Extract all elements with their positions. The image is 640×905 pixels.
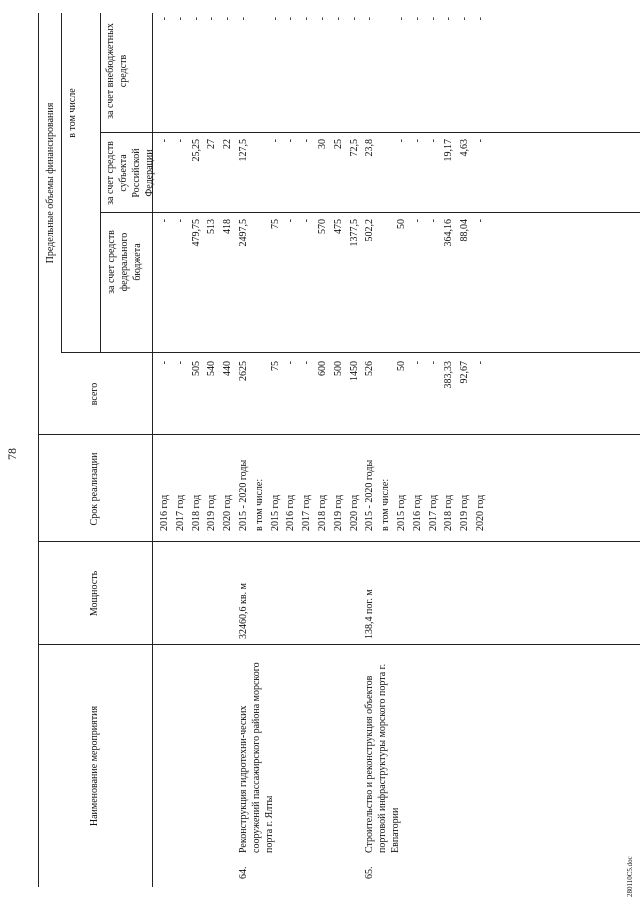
cell-total: - [285, 361, 297, 365]
cell-total: 2625 [238, 361, 249, 381]
incl-divider [100, 13, 101, 353]
cell-total: - [174, 361, 186, 365]
cell-federal: - [174, 219, 186, 223]
cell-extra: - [222, 17, 234, 21]
cell-federal: 88,04 [459, 219, 471, 242]
cell-total: 75 [269, 361, 281, 371]
col-line-capacity-period [38, 541, 640, 542]
cell-period: 2017 год [427, 494, 439, 531]
cell-federal: - [159, 219, 170, 223]
cell-num: 64. [238, 866, 249, 879]
cell-total: 440 [222, 361, 234, 376]
cell-regional: 27 [206, 139, 218, 149]
cell-period: 2018 год [443, 494, 455, 531]
cell-federal: 502,2 [364, 219, 376, 242]
cell-period: 2018 год [317, 494, 328, 531]
doc-code: 280110C5.doc [626, 856, 634, 897]
cell-extra: - [348, 17, 360, 21]
cell-extra: - [475, 17, 486, 21]
cell-federal: 479,75 [190, 219, 202, 247]
cell-total: 1450 [348, 361, 360, 381]
cell-period: в том числе: [253, 478, 265, 531]
cell-regional: 30 [317, 139, 328, 149]
cell-extra: - [238, 17, 249, 21]
cell-total: 526 [364, 361, 376, 376]
cell-regional: 25 [332, 139, 344, 149]
page-number: 78 [5, 448, 19, 460]
cell-extra: - [443, 17, 455, 21]
cell-period: 2017 год [301, 494, 313, 531]
header-regional: за счет средств субъекта Российской Федерации [105, 141, 155, 205]
cell-regional: - [427, 139, 439, 143]
cell-regional: - [174, 139, 186, 143]
header-finance-group: Предельные объемы финансирования [45, 102, 56, 264]
cell-federal: 570 [317, 219, 328, 234]
cell-period: 2015 - 2020 годы [364, 459, 376, 531]
cell-federal: 364,16 [443, 219, 455, 247]
cell-regional: 25,25 [190, 139, 202, 162]
cell-regional: - [301, 139, 313, 143]
cell-regional: - [396, 139, 407, 143]
cell-regional: - [285, 139, 297, 143]
cell-extra: - [459, 17, 471, 21]
cell-period: 2016 год [159, 494, 170, 531]
finance-group-divider [61, 13, 62, 353]
cell-capacity: 138,4 пог. м [364, 589, 376, 639]
cell-extra: - [174, 17, 186, 21]
col-line-period-total [38, 434, 640, 435]
cell-extra: - [364, 17, 376, 21]
cell-regional: 127,5 [238, 139, 249, 162]
cell-total: 383,33 [443, 361, 455, 389]
cell-total: 600 [317, 361, 328, 376]
cell-federal: 1377,5 [348, 219, 360, 247]
cell-federal: - [411, 219, 423, 223]
table-top-border [38, 13, 39, 887]
header-extra: за счет внебюджетных средств [105, 23, 129, 119]
col-line-name-capacity [38, 644, 640, 645]
cell-federal: - [427, 219, 439, 223]
cell-period: 2020 год [475, 494, 486, 531]
cell-regional: - [269, 139, 281, 143]
col-line-regional-extra [100, 132, 640, 133]
cell-period: 2015 - 2020 годы [238, 459, 249, 531]
cell-total: 500 [332, 361, 344, 376]
cell-extra: - [206, 17, 218, 21]
cell-total: - [159, 361, 170, 365]
cell-period: 2019 год [206, 494, 218, 531]
cell-period: в том числе: [380, 478, 392, 531]
cell-name: Реконструкция гидротехни-ческих сооружений пассажирского района морского порта г. Ялты [238, 662, 275, 853]
col-line-total-federal [61, 352, 640, 353]
cell-period: 2017 год [174, 494, 186, 531]
cell-period: 2019 год [332, 494, 344, 531]
cell-regional: - [159, 139, 170, 143]
cell-num: 65. [364, 866, 376, 879]
cell-period: 2015 год [396, 494, 407, 531]
cell-period: 2018 год [190, 494, 202, 531]
cell-extra: - [190, 17, 202, 21]
cell-federal: - [475, 219, 486, 223]
cell-federal: 75 [269, 219, 281, 229]
cell-federal: 475 [332, 219, 344, 234]
cell-period: 2020 год [222, 494, 234, 531]
cell-federal: - [285, 219, 297, 223]
cell-period: 2016 год [285, 494, 297, 531]
cell-federal: 418 [222, 219, 234, 234]
cell-total: - [427, 361, 439, 365]
cell-federal: 50 [396, 219, 407, 229]
cell-regional: - [475, 139, 486, 143]
cell-regional: - [411, 139, 423, 143]
cell-regional: 4,63 [459, 139, 471, 157]
cell-extra: - [301, 17, 313, 21]
cell-name: Строительство и реконструкция объектов портовой инфраструктуры морского порта г. Евпатории [364, 663, 402, 853]
col-line-federal-regional [100, 212, 640, 213]
header-period: Срок реализации [89, 452, 100, 526]
cell-period: 2019 год [459, 494, 471, 531]
cell-regional: 19,17 [443, 139, 455, 162]
cell-extra: - [285, 17, 297, 21]
cell-federal: - [301, 219, 313, 223]
header-incl: в том числе [67, 88, 78, 138]
cell-period: 2020 год [348, 494, 360, 531]
cell-regional: 23,8 [364, 139, 376, 157]
cell-total: - [475, 361, 486, 365]
cell-period: 2015 год [269, 494, 281, 531]
cell-extra: - [332, 17, 344, 21]
cell-regional: 72,5 [348, 139, 360, 157]
cell-total: - [301, 361, 313, 365]
header-total: всего [89, 382, 100, 406]
cell-capacity: 32460,6 кв. м [238, 583, 249, 639]
cell-total: 540 [206, 361, 218, 376]
cell-total: 50 [396, 361, 407, 371]
cell-federal: 2497,5 [238, 219, 249, 247]
cell-extra: - [411, 17, 423, 21]
cell-extra: - [427, 17, 439, 21]
cell-regional: 22 [222, 139, 234, 149]
cell-total: 92,67 [459, 361, 471, 384]
cell-extra: - [159, 17, 170, 21]
header-capacity: Мощность [89, 570, 100, 617]
cell-total: 505 [190, 361, 202, 376]
cell-extra: - [396, 17, 407, 21]
cell-extra: - [317, 17, 328, 21]
cell-period: 2016 год [411, 494, 423, 531]
header-federal: за счет средств федерального бюджета [106, 230, 143, 294]
header-name: Наименование мероприятия [89, 705, 100, 827]
cell-total: - [411, 361, 423, 365]
cell-extra: - [269, 17, 281, 21]
cell-federal: 513 [206, 219, 218, 234]
